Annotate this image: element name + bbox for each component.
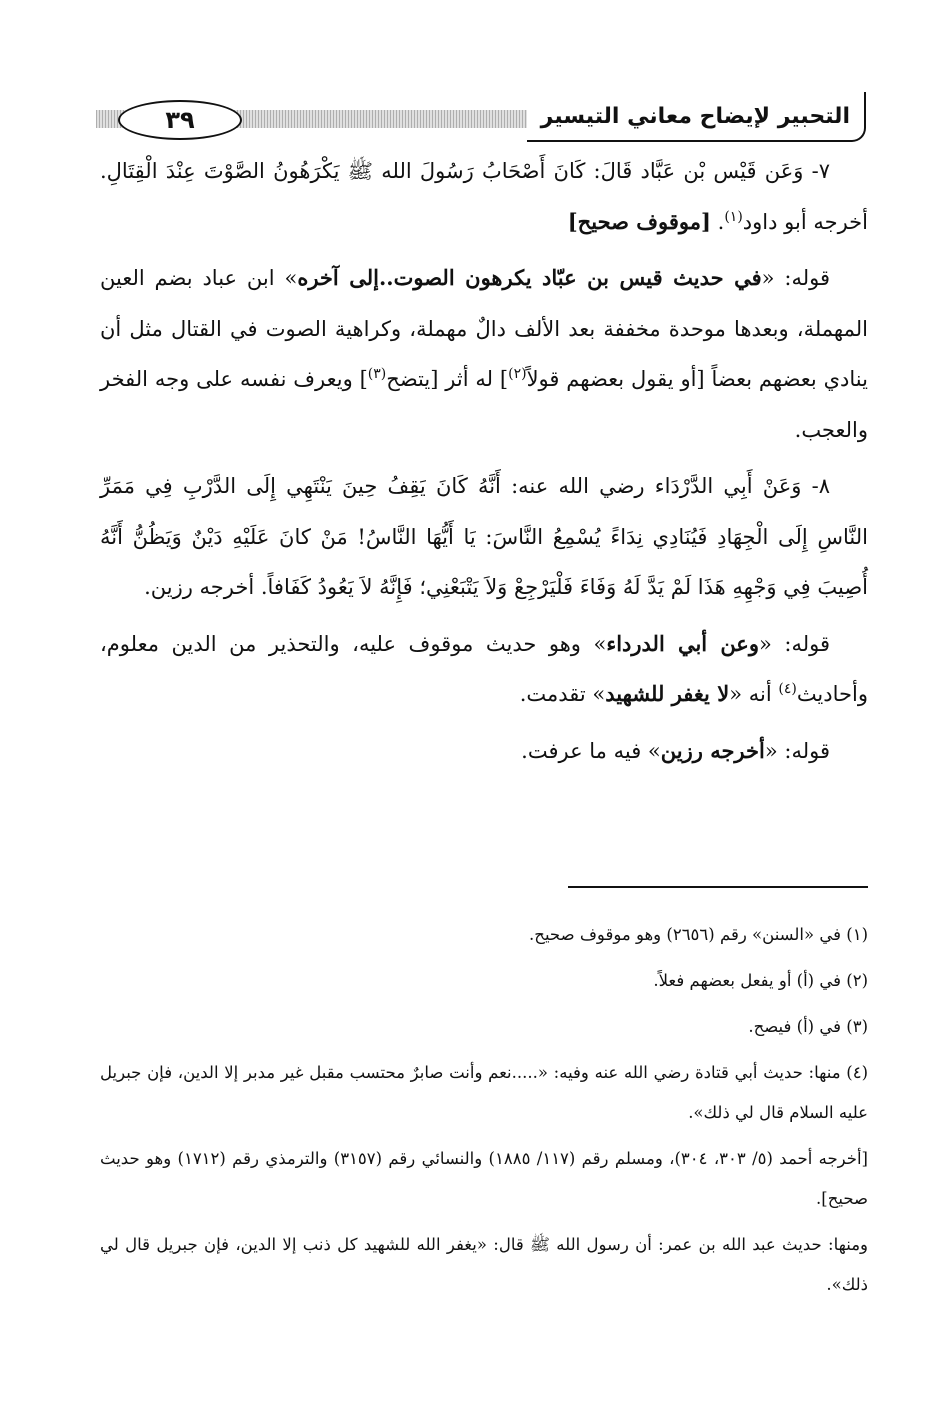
book-title: التحبير لإيضاح معاني التيسير	[527, 92, 866, 142]
commentary-8-quote-2: لا يغفر للشهيد	[605, 681, 730, 706]
footnote-ref-1: (١)	[724, 208, 743, 225]
footnote-4-second-hadith: ومنها: حديث عبد الله بن عمر: أن رسول الله ﷺ قال: «يغفر الله للشهيد كل ذنب إلا الدين، فإن جبريل قال لي ذلك».	[100, 1235, 868, 1294]
hadith-7	[100, 146, 868, 247]
commentary-8-text: » وهو حديث موقوف عليه، والتحذير من الدين معلوم، وأحاديث	[100, 631, 868, 706]
main-text	[100, 146, 868, 776]
commentary-7-intro: قوله: «	[761, 266, 830, 290]
page-number: ٣٩	[118, 100, 242, 140]
footnote-ref-3: (٣)	[367, 366, 387, 382]
hadith-7-text: ٧- وَعَن قَيْس بْن عَبَّاد قَالَ: كَانَ أَصْحَابُ رَسُولَ الله ﷺ يَكْرَهُونُ الصَّوْتَ عِنْدَ الْقِتَالِ. أخرجه أبو داود	[100, 159, 868, 234]
commentary-8-intro: قوله: «	[758, 631, 830, 656]
footnote-4: (٤) منها: حديث أبي قتادة رضي الله عنه وفيه: «.....نعم وأنت صابرٌ محتسب مقبل غير مدبر إلا الدين، فإن جبريل عليه السلام قال لي ذلك».	[100, 1063, 868, 1122]
commentary-8-text-2: أنه «	[729, 682, 779, 706]
footnote-2: (٢) في (أ) أو يفعل بعضهم فعلاً.	[653, 971, 868, 990]
hadith-7-tail: .	[710, 209, 725, 234]
footnote-1: (١) في «السنن» رقم (٢٦٥٦) وهو موقوف صحيح.	[529, 925, 868, 944]
commentary-9-quote: أخرجه رزين	[660, 737, 765, 763]
commentary-7	[100, 253, 868, 455]
commentary-7-text-2: ] له أثر [يتضح	[386, 367, 509, 391]
footnote-3: (٣) في (أ) فيصح.	[748, 1017, 868, 1036]
hadith-7-grade: [موقوف صحيح]	[567, 208, 711, 234]
running-header	[96, 90, 866, 150]
commentary-8	[100, 619, 868, 720]
footnote-ref-2: (٢)	[508, 366, 527, 382]
hadith-8: ٨- وَعَنْ أَبِي الدَّرْدَاء رضي الله عنه: أَنَّهُ كَانَ يَقِفُ حِينَ يَنْتَهِي إِلَى الدَّرْبِ فِي مَمَرِّ النَّاسِ إِلَى الْجِهَادِ فَيُنَادِي نِدَاءً يُسْمِعُ النَّاسَ: يَا أَيُّهَا النَّاسُ! مَنْ كانَ عَلَيْهِ دَيْنٌ وَيَظُنُّ أَنَّهُ أُصِيبَ فِي وَجْهِهِ هَذَا لَمْ يَدَّ لَهُ وَفَاءَ فَلْيَرْجِعْ وَلاَ يَتْبَعْنِي؛ فَإِنَّهُ لاَ يَعُودُ كَفَافاً. أخرجه رزين.	[100, 474, 868, 599]
footnote-separator	[568, 886, 868, 888]
commentary-9-intro: قوله: «	[764, 738, 830, 763]
footnote-ref-4: (٤)	[778, 681, 797, 697]
footnote-4-source: [أخرجه أحمد (٥/ ٣٠٣، ٣٠٤)، ومسلم رقم (١١٧/ ١٨٨٥) والنسائي رقم (٣١٥٧) والترمذي رقم (١٧١٢) وهو حديث صحيح].	[100, 1149, 868, 1208]
commentary-7-quote: في حديث قيس بن عبّاد يكرهون الصوت..إلى آخره	[297, 265, 762, 290]
commentary-9-text: » فيه ما عرفت.	[521, 738, 661, 763]
commentary-7-text: » ابن عباد بضم العين المهملة، وبعدها موحدة مخففة بعد الألف دالٌ مهملة، وكراهية الصوت في القتال مثل أن ينادي بعضهم بعضاً [أو يقول بعضهم قولاً	[100, 266, 868, 391]
commentary-7-text-3: ] ويعرف نفسه على وجه الفخر والعجب.	[100, 367, 868, 442]
commentary-8-quote: وعن أبي الدرداء	[606, 630, 759, 656]
commentary-8-text-3: » تقدمت.	[519, 682, 606, 706]
commentary-9	[100, 726, 868, 777]
footnotes	[100, 915, 868, 1305]
